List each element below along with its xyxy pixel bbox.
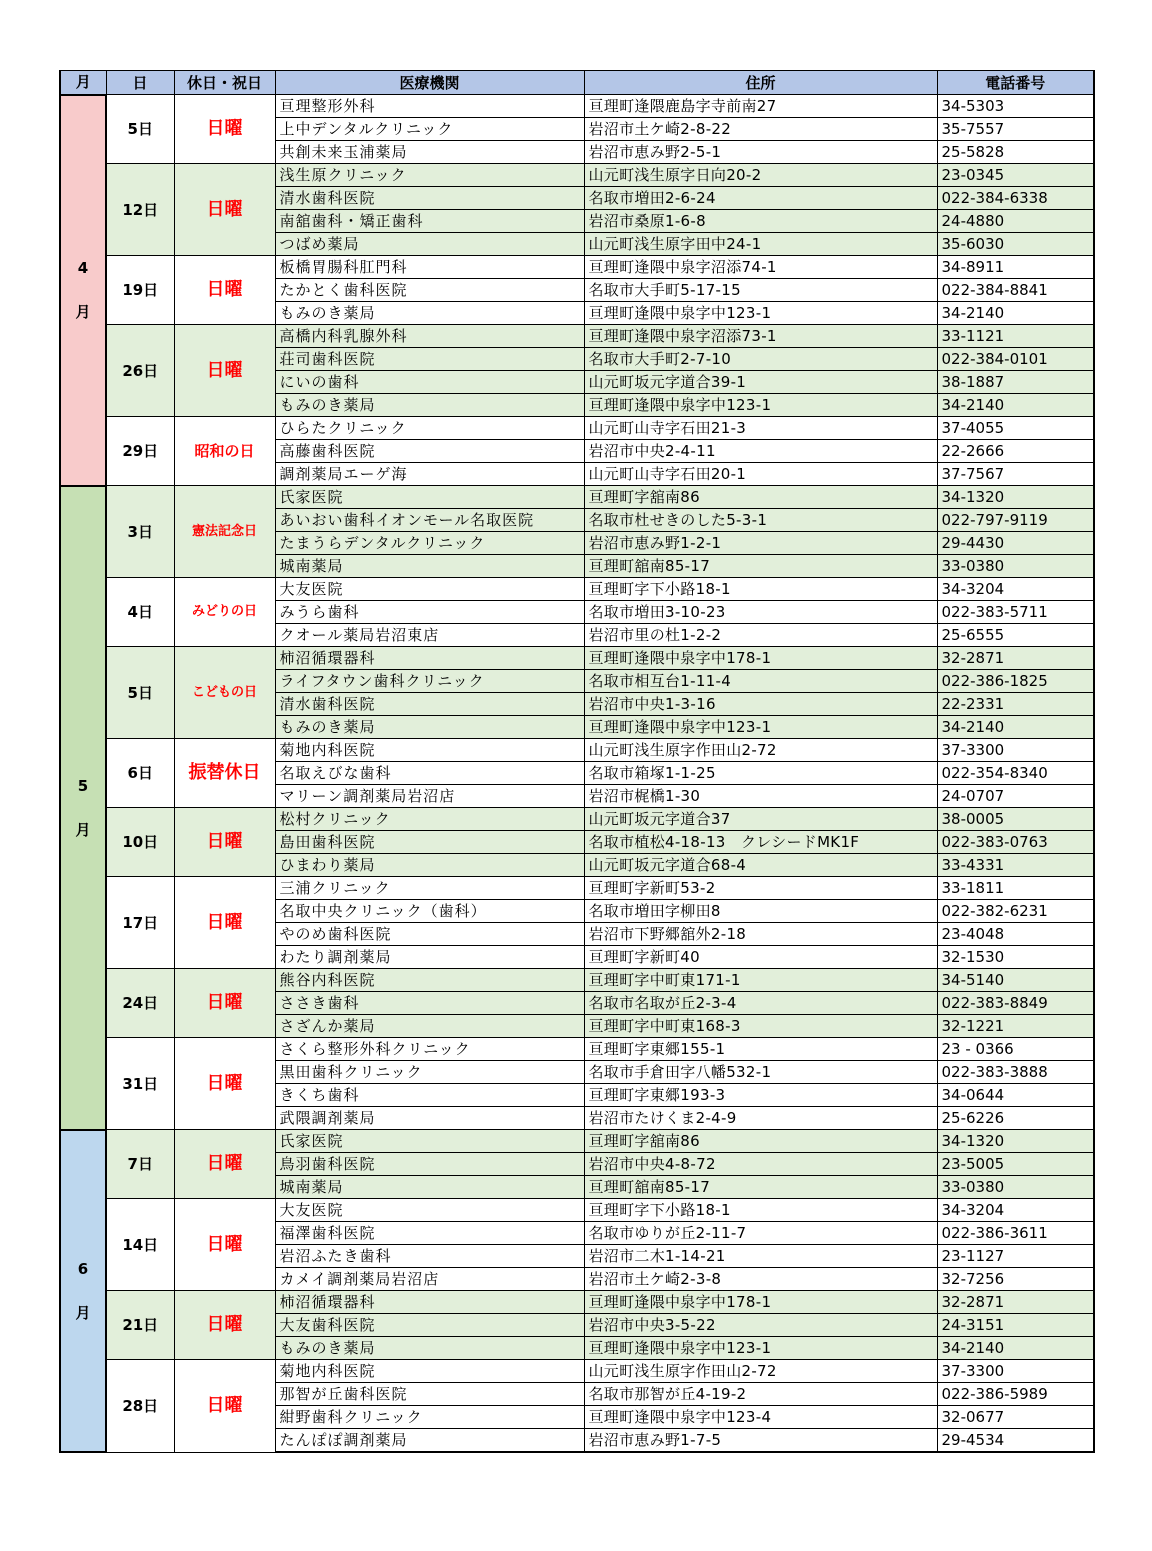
day-cell: 7日 [106, 1130, 174, 1199]
facility-cell: 黒田歯科クリニック [275, 1061, 584, 1084]
facility-cell: 清水歯科医院 [275, 693, 584, 716]
address-cell: 名取市箱塚1-1-25 [584, 762, 937, 785]
facility-cell: 菊地内科医院 [275, 739, 584, 762]
address-cell: 亘理町逢隈中泉字中123-1 [584, 302, 937, 325]
facility-cell: 紺野歯科クリニック [275, 1406, 584, 1429]
address-cell: 亘理町逢隈中泉字中123-1 [584, 1337, 937, 1360]
facility-cell: 南舘歯科・矯正歯科 [275, 210, 584, 233]
address-cell: 亘理町字下小路18-1 [584, 578, 937, 601]
table-row [60, 256, 1094, 279]
table-row [60, 1199, 1094, 1222]
table-row [60, 808, 1094, 831]
facility-cell: わたり調剤薬局 [275, 946, 584, 969]
facility-cell: 荘司歯科医院 [275, 348, 584, 371]
table-row [60, 969, 1094, 992]
address-cell: 名取市増田2-6-24 [584, 187, 937, 210]
address-cell: 亘理町逢隈中泉字中178-1 [584, 1291, 937, 1314]
address-cell: 岩沼市中央1-3-16 [584, 693, 937, 716]
facility-cell: 城南薬局 [275, 555, 584, 578]
phone-cell: 29-4430 [937, 532, 1094, 555]
phone-cell: 33-0380 [937, 1176, 1094, 1199]
phone-cell: 23-4048 [937, 923, 1094, 946]
facility-cell: マリーン調剤薬局岩沼店 [275, 785, 584, 808]
phone-cell: 022-354-8340 [937, 762, 1094, 785]
phone-cell: 23-5005 [937, 1153, 1094, 1176]
phone-cell: 34-0644 [937, 1084, 1094, 1107]
facility-cell: もみのき薬局 [275, 302, 584, 325]
day-cell: 31日 [106, 1038, 174, 1130]
facility-cell: カメイ調剤薬局岩沼店 [275, 1268, 584, 1291]
phone-cell: 25-5828 [937, 141, 1094, 164]
header-facility: 医療機関 [275, 71, 584, 95]
header-address: 住所 [584, 71, 937, 95]
facility-cell: 高藤歯科医院 [275, 440, 584, 463]
facility-cell: にいの歯科 [275, 371, 584, 394]
phone-cell: 37-4055 [937, 417, 1094, 440]
phone-cell: 022-384-0101 [937, 348, 1094, 371]
day-cell: 21日 [106, 1291, 174, 1360]
address-cell: 岩沼市桑原1-6-8 [584, 210, 937, 233]
facility-cell: 岩沼ふたき歯科 [275, 1245, 584, 1268]
address-cell: 亘理町字中町東171-1 [584, 969, 937, 992]
phone-cell: 022-383-8849 [937, 992, 1094, 1015]
phone-cell: 34-1320 [937, 1130, 1094, 1153]
facility-cell: ささき歯科 [275, 992, 584, 1015]
address-cell: 亘理町逢隈中泉字沼添74-1 [584, 256, 937, 279]
facility-cell: 松村クリニック [275, 808, 584, 831]
phone-cell: 35-7557 [937, 118, 1094, 141]
facility-cell: 熊谷内科医院 [275, 969, 584, 992]
address-cell: 山元町浅生原字作田山2-72 [584, 1360, 937, 1383]
facility-cell: 調剤薬局エーゲ海 [275, 463, 584, 486]
phone-cell: 32-0677 [937, 1406, 1094, 1429]
holiday-cell: こどもの日 [174, 647, 275, 739]
phone-cell: 022-386-1825 [937, 670, 1094, 693]
address-cell: 亘理町字舘南86 [584, 1130, 937, 1153]
phone-cell: 23 - 0366 [937, 1038, 1094, 1061]
facility-cell: 共創未来玉浦薬局 [275, 141, 584, 164]
day-cell: 19日 [106, 256, 174, 325]
day-cell: 5日 [106, 647, 174, 739]
table-row [60, 417, 1094, 440]
facility-cell: もみのき薬局 [275, 1337, 584, 1360]
table-row [60, 325, 1094, 348]
holiday-medical-schedule-table [59, 70, 1095, 1453]
day-cell: 10日 [106, 808, 174, 877]
table-row [60, 647, 1094, 670]
address-cell: 亘理町字新町40 [584, 946, 937, 969]
address-cell: 岩沼市土ケ崎2-3-8 [584, 1268, 937, 1291]
day-cell: 6日 [106, 739, 174, 808]
phone-cell: 34-2140 [937, 302, 1094, 325]
phone-cell: 24-4880 [937, 210, 1094, 233]
facility-cell: さざんか薬局 [275, 1015, 584, 1038]
facility-cell: 氏家医院 [275, 486, 584, 509]
address-cell: 岩沼市中央3-5-22 [584, 1314, 937, 1337]
phone-cell: 022-383-3888 [937, 1061, 1094, 1084]
address-cell: 岩沼市里の杜1-2-2 [584, 624, 937, 647]
address-cell: 亘理町字新町53-2 [584, 877, 937, 900]
facility-cell: ひまわり薬局 [275, 854, 584, 877]
phone-cell: 25-6555 [937, 624, 1094, 647]
holiday-cell: 日曜 [174, 877, 275, 969]
address-cell: 岩沼市中央4-8-72 [584, 1153, 937, 1176]
address-cell: 山元町浅生原字日向20-2 [584, 164, 937, 187]
address-cell: 岩沼市恵み野1-2-1 [584, 532, 937, 555]
address-cell: 名取市植松4-18-13 クレシードMK1F [584, 831, 937, 854]
month-cell: 5 月 [60, 486, 106, 1130]
month-cell: 4 月 [60, 95, 106, 486]
facility-cell: みうら歯科 [275, 601, 584, 624]
facility-cell: たかとく歯科医院 [275, 279, 584, 302]
address-cell: 名取市大手町5-17-15 [584, 279, 937, 302]
holiday-cell: 日曜 [174, 256, 275, 325]
day-cell: 28日 [106, 1360, 174, 1453]
facility-cell: 島田歯科医院 [275, 831, 584, 854]
holiday-cell: 日曜 [174, 1130, 275, 1199]
holiday-cell: 日曜 [174, 95, 275, 164]
address-cell: 岩沼市梶橋1-30 [584, 785, 937, 808]
address-cell: 名取市大手町2-7-10 [584, 348, 937, 371]
facility-cell: 柿沼循環器科 [275, 1291, 584, 1314]
holiday-cell: 日曜 [174, 1199, 275, 1291]
facility-cell: 板橋胃腸科肛門科 [275, 256, 584, 279]
facility-cell: 亘理整形外科 [275, 95, 584, 118]
address-cell: 名取市増田3-10-23 [584, 601, 937, 624]
address-cell: 名取市増田字柳田8 [584, 900, 937, 923]
address-cell: 岩沼市土ケ崎2-8-22 [584, 118, 937, 141]
facility-cell: 福澤歯科医院 [275, 1222, 584, 1245]
header-day: 日 [106, 71, 174, 95]
day-cell: 29日 [106, 417, 174, 486]
phone-cell: 022-383-0763 [937, 831, 1094, 854]
facility-cell: ライフタウン歯科クリニック [275, 670, 584, 693]
phone-cell: 022-384-8841 [937, 279, 1094, 302]
table-row [60, 1291, 1094, 1314]
phone-cell: 38-0005 [937, 808, 1094, 831]
facility-cell: もみのき薬局 [275, 716, 584, 739]
address-cell: 亘理町字舘南86 [584, 486, 937, 509]
facility-cell: 三浦クリニック [275, 877, 584, 900]
facility-cell: 氏家医院 [275, 1130, 584, 1153]
table-row [60, 486, 1094, 509]
address-cell: 亘理町字下小路18-1 [584, 1199, 937, 1222]
holiday-cell: みどりの日 [174, 578, 275, 647]
holiday-cell: 日曜 [174, 969, 275, 1038]
address-cell: 亘理町逢隈中泉字中123-1 [584, 716, 937, 739]
address-cell: 山元町浅生原字作田山2-72 [584, 739, 937, 762]
table-row [60, 1130, 1094, 1153]
holiday-cell: 日曜 [174, 325, 275, 417]
table-row [60, 877, 1094, 900]
address-cell: 亘理町逢隈中泉字沼添73-1 [584, 325, 937, 348]
facility-cell: 浅生原クリニック [275, 164, 584, 187]
table-row [60, 1360, 1094, 1383]
table-row [60, 739, 1094, 762]
facility-cell: 清水歯科医院 [275, 187, 584, 210]
phone-cell: 34-5140 [937, 969, 1094, 992]
facility-cell: 城南薬局 [275, 1176, 584, 1199]
phone-cell: 34-5303 [937, 95, 1094, 118]
address-cell: 亘理町字東郷193-3 [584, 1084, 937, 1107]
facility-cell: 名取中央クリニック（歯科） [275, 900, 584, 923]
address-cell: 岩沼市中央2-4-11 [584, 440, 937, 463]
phone-cell: 22-2666 [937, 440, 1094, 463]
phone-cell: 34-8911 [937, 256, 1094, 279]
phone-cell: 37-7567 [937, 463, 1094, 486]
phone-cell: 38-1887 [937, 371, 1094, 394]
address-cell: 岩沼市下野郷舘外2-18 [584, 923, 937, 946]
address-cell: 名取市ゆりが丘2-11-7 [584, 1222, 937, 1245]
phone-cell: 34-2140 [937, 716, 1094, 739]
phone-cell: 33-0380 [937, 555, 1094, 578]
facility-cell: きくち歯科 [275, 1084, 584, 1107]
phone-cell: 32-7256 [937, 1268, 1094, 1291]
phone-cell: 24-3151 [937, 1314, 1094, 1337]
address-cell: 亘理町舘南85-17 [584, 555, 937, 578]
table-row [60, 95, 1094, 118]
address-cell: 岩沼市恵み野2-5-1 [584, 141, 937, 164]
facility-cell: 柿沼循環器科 [275, 647, 584, 670]
phone-cell: 33-1121 [937, 325, 1094, 348]
facility-cell: つばめ薬局 [275, 233, 584, 256]
facility-cell: 上中デンタルクリニック [275, 118, 584, 141]
phone-cell: 22-2331 [937, 693, 1094, 716]
phone-cell: 022-797-9119 [937, 509, 1094, 532]
address-cell: 亘理町逢隈鹿島字寺前南27 [584, 95, 937, 118]
phone-cell: 34-2140 [937, 1337, 1094, 1360]
address-cell: 名取市名取が丘2-3-4 [584, 992, 937, 1015]
day-cell: 5日 [106, 95, 174, 164]
holiday-cell: 日曜 [174, 808, 275, 877]
phone-cell: 022-386-5989 [937, 1383, 1094, 1406]
facility-cell: もみのき薬局 [275, 394, 584, 417]
phone-cell: 23-0345 [937, 164, 1094, 187]
address-cell: 名取市相互台1-11-4 [584, 670, 937, 693]
phone-cell: 022-386-3611 [937, 1222, 1094, 1245]
address-cell: 亘理町字中町東168-3 [584, 1015, 937, 1038]
day-cell: 4日 [106, 578, 174, 647]
facility-cell: 高橋内科乳腺外科 [275, 325, 584, 348]
phone-cell: 34-3204 [937, 1199, 1094, 1222]
facility-cell: たんぽぽ調剤薬局 [275, 1429, 584, 1453]
facility-cell: 名取えびな歯科 [275, 762, 584, 785]
phone-cell: 32-1221 [937, 1015, 1094, 1038]
phone-cell: 32-1530 [937, 946, 1094, 969]
holiday-cell: 日曜 [174, 164, 275, 256]
address-cell: 名取市那智が丘4-19-2 [584, 1383, 937, 1406]
facility-cell: ひらたクリニック [275, 417, 584, 440]
header-phone: 電話番号 [937, 71, 1094, 95]
address-cell: 山元町浅生原字田中24-1 [584, 233, 937, 256]
address-cell: 岩沼市二木1-14-21 [584, 1245, 937, 1268]
phone-cell: 29-4534 [937, 1429, 1094, 1453]
address-cell: 山元町坂元字道合37 [584, 808, 937, 831]
facility-cell: 那智が丘歯科医院 [275, 1383, 584, 1406]
facility-cell: 大友歯科医院 [275, 1314, 584, 1337]
facility-cell: 大友医院 [275, 578, 584, 601]
day-cell: 24日 [106, 969, 174, 1038]
table-row [60, 1038, 1094, 1061]
facility-cell: あいおい歯科イオンモール名取医院 [275, 509, 584, 532]
day-cell: 17日 [106, 877, 174, 969]
facility-cell: たまうらデンタルクリニック [275, 532, 584, 555]
schedule-body [60, 95, 1094, 1453]
holiday-cell: 憲法記念日 [174, 486, 275, 578]
address-cell: 亘理町逢隈中泉字中123-4 [584, 1406, 937, 1429]
phone-cell: 37-3300 [937, 739, 1094, 762]
holiday-cell: 日曜 [174, 1038, 275, 1130]
address-cell: 山元町山寺字石田20-1 [584, 463, 937, 486]
address-cell: 亘理町逢隈中泉字中123-1 [584, 394, 937, 417]
table-row [60, 164, 1094, 187]
address-cell: 山元町坂元字道合68-4 [584, 854, 937, 877]
phone-cell: 23-1127 [937, 1245, 1094, 1268]
phone-cell: 022-382-6231 [937, 900, 1094, 923]
phone-cell: 022-384-6338 [937, 187, 1094, 210]
holiday-cell: 昭和の日 [174, 417, 275, 486]
facility-cell: 菊地内科医院 [275, 1360, 584, 1383]
phone-cell: 33-4331 [937, 854, 1094, 877]
header-month: 月 [60, 71, 106, 95]
address-cell: 山元町山寺字石田21-3 [584, 417, 937, 440]
phone-cell: 022-383-5711 [937, 601, 1094, 624]
day-cell: 3日 [106, 486, 174, 578]
phone-cell: 32-2871 [937, 647, 1094, 670]
phone-cell: 32-2871 [937, 1291, 1094, 1314]
header-row [60, 71, 1094, 95]
address-cell: 名取市杜せきのした5-3-1 [584, 509, 937, 532]
phone-cell: 24-0707 [937, 785, 1094, 808]
facility-cell: 武隈調剤薬局 [275, 1107, 584, 1130]
phone-cell: 34-3204 [937, 578, 1094, 601]
facility-cell: 鳥羽歯科医院 [275, 1153, 584, 1176]
address-cell: 亘理町逢隈中泉字中178-1 [584, 647, 937, 670]
day-cell: 26日 [106, 325, 174, 417]
facility-cell: やのめ歯科医院 [275, 923, 584, 946]
holiday-cell: 日曜 [174, 1360, 275, 1453]
phone-cell: 34-2140 [937, 394, 1094, 417]
day-cell: 14日 [106, 1199, 174, 1291]
holiday-cell: 振替休日 [174, 739, 275, 808]
address-cell: 岩沼市たけくま2-4-9 [584, 1107, 937, 1130]
facility-cell: 大友医院 [275, 1199, 584, 1222]
day-cell: 12日 [106, 164, 174, 256]
address-cell: 名取市手倉田字八幡532-1 [584, 1061, 937, 1084]
facility-cell: さくら整形外科クリニック [275, 1038, 584, 1061]
phone-cell: 37-3300 [937, 1360, 1094, 1383]
address-cell: 亘理町舘南85-17 [584, 1176, 937, 1199]
header-holiday: 休日・祝日 [174, 71, 275, 95]
holiday-cell: 日曜 [174, 1291, 275, 1360]
table-row [60, 578, 1094, 601]
address-cell: 山元町坂元字道合39-1 [584, 371, 937, 394]
phone-cell: 35-6030 [937, 233, 1094, 256]
phone-cell: 33-1811 [937, 877, 1094, 900]
month-cell: 6 月 [60, 1130, 106, 1453]
address-cell: 亘理町字東郷155-1 [584, 1038, 937, 1061]
phone-cell: 25-6226 [937, 1107, 1094, 1130]
phone-cell: 34-1320 [937, 486, 1094, 509]
address-cell: 岩沼市恵み野1-7-5 [584, 1429, 937, 1453]
facility-cell: クオール薬局岩沼東店 [275, 624, 584, 647]
